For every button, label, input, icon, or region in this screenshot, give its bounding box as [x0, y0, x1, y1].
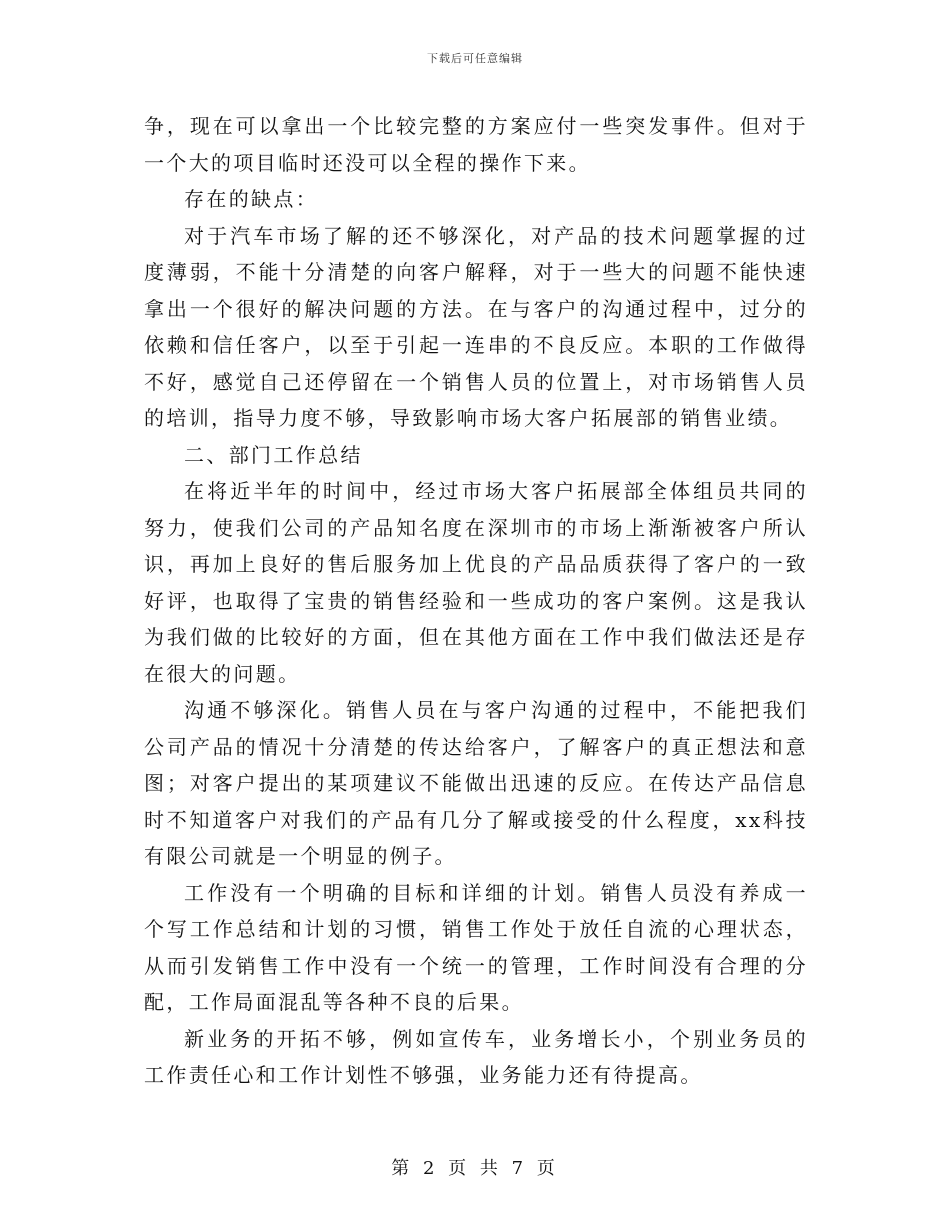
paragraph-planning: 工作没有一个明确的目标和详细的计划。销售人员没有养成一个写工作总结和计划的习惯，销售工作处于放任自流的心理状态，从而引发销售工作中没有一个统一的管理，工作时间没有合理的分配，工作局面混乱等各种不良的后果。 [144, 880, 808, 1014]
page-header: 下载后可任意编辑 [427, 52, 523, 65]
document-body [144, 108, 808, 1094]
paragraph-department-summary: 在将近半年的时间中，经过市场大客户拓展部全体组员共同的努力，使我们公司的产品知名度在深圳市的市场上渐渐被客户所认识，再加上良好的售后服务加上优良的产品品质获得了客户的一致好评，也取得了宝贵的销售经验和一些成功的客户案例。这是我认为我们做的比较好的方面，但在其他方面在工作中我们做法还是存在很大的问题。 [144, 479, 808, 686]
paragraph-shortcomings-heading: 存在的缺点： [184, 187, 319, 211]
paragraph-continuation: 争，现在可以拿出一个比较完整的方案应付一些突发事件。但对于一个大的项目临时还没可以全程的操作下来。 [144, 114, 808, 175]
paragraph-communication: 沟通不够深化。销售人员在与客户沟通的过程中，不能把我们公司产品的情况十分清楚的传达给客户，了解客户的真正想法和意图；对客户提出的某项建议不能做出迅速的反应。在传达产品信息时不知道客户对我们的产品有几分了解或接受的什么程度，xx科技有限公司就是一个明显的例子。 [144, 698, 808, 868]
paragraph-new-business: 新业务的开拓不够，例如宣传车，业务增长小，个别业务员的工作责任心和工作计划性不够强，业务能力还有待提高。 [144, 1026, 808, 1087]
section-heading-department-summary: 二、部门工作总结 [184, 442, 363, 467]
page-number-footer: 第 2 页 共 7 页 [391, 1158, 559, 1179]
paragraph-shortcomings: 对于汽车市场了解的还不够深化，对产品的技术问题掌握的过度薄弱，不能十分清楚的向客户解释，对于一些大的问题不能快速拿出一个很好的解决问题的方法。在与客户的沟通过程中，过分的依赖和信任客户，以至于引起一连串的不良反应。本职的工作做得不好，感觉自己还停留在一个销售人员的位置上，对市场销售人员的培训，指导力度不够，导致影响市场大客户拓展部的销售业绩。 [144, 223, 808, 430]
